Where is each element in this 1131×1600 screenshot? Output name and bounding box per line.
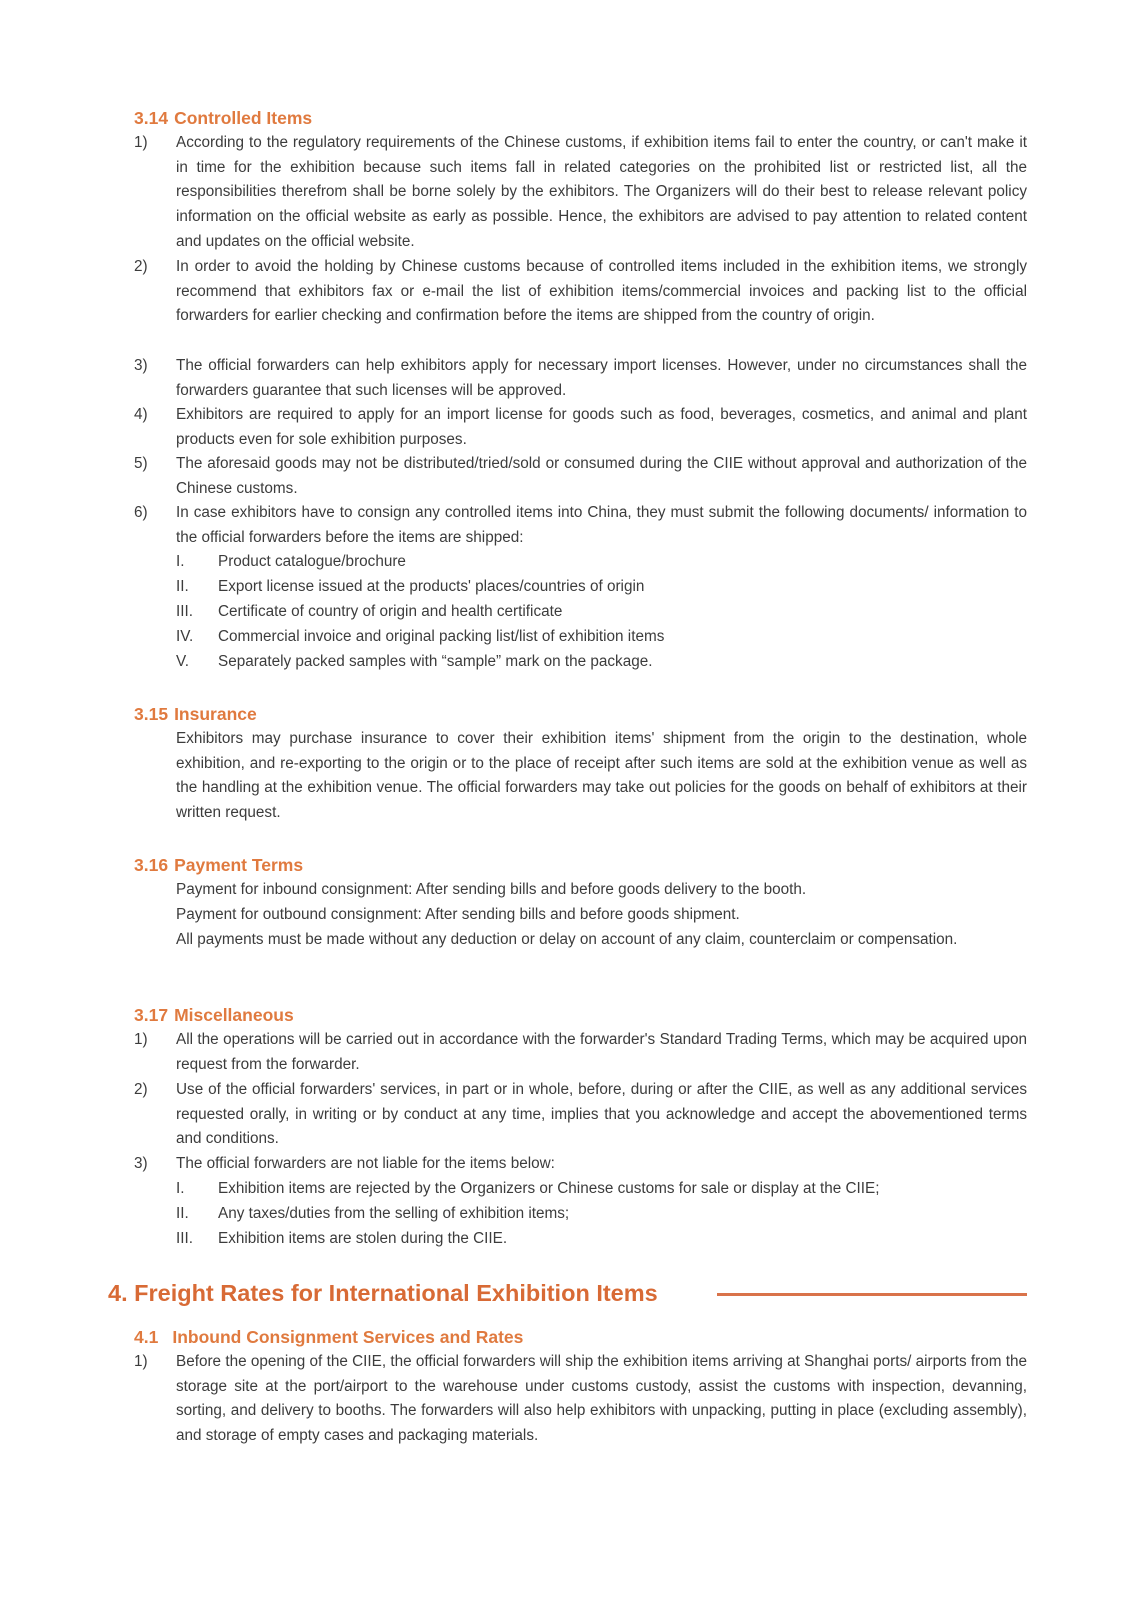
list-item: [134, 354, 1027, 403]
section-heading-4: 4. Freight Rates for International Exhibition Items: [108, 1280, 658, 1306]
heading-3-17: [134, 1003, 294, 1027]
heading-title: Inbound Consignment Services and Rates: [172, 1327, 524, 1347]
sub-list-item: [176, 1177, 1027, 1202]
heading-3-16: [134, 853, 303, 877]
heading-title: Miscellaneous: [174, 1005, 294, 1025]
heading-rule: [717, 1293, 1027, 1296]
list-marker: 1): [134, 1031, 148, 1048]
list-marker: 6): [134, 504, 148, 521]
sub-list-item: [176, 1202, 1027, 1227]
sub-list-text: Certificate of country of origin and health certificate: [218, 603, 563, 620]
list-item-text: Use of the official forwarders' services, in part or in whole, before, during or after the CIIE, as well as any additional services requested orally, in writing or by conduct at any time, implies that you acknowledge and accept the abovementioned terms and conditions.: [176, 1081, 1027, 1148]
heading-number: 3.14: [134, 108, 169, 128]
sub-list-item: [176, 575, 1027, 600]
heading-title: Controlled Items: [174, 108, 313, 128]
heading-4-1: [134, 1325, 523, 1349]
list-item: [134, 1152, 1027, 1177]
sub-list-marker: II.: [176, 578, 189, 595]
list-marker: 2): [134, 258, 148, 275]
list-item: [134, 452, 1027, 501]
list-item-text: Exhibitors are required to apply for an import license for goods such as food, beverages, cosmetics, and animal and plant products even for sole exhibition purposes.: [176, 406, 1027, 448]
payment-line: Payment for outbound consignment: After sending bills and before goods shipment.: [176, 906, 740, 923]
list-marker: 3): [134, 357, 148, 374]
heading-title: Insurance: [174, 704, 257, 724]
heading-title: Payment Terms: [174, 855, 304, 875]
sub-list-marker: IV.: [176, 628, 194, 645]
list-item: [134, 1028, 1027, 1077]
list-marker: 5): [134, 455, 148, 472]
sub-list-marker: I.: [176, 1180, 185, 1197]
insurance-paragraph: Exhibitors may purchase insurance to cover their exhibition items' shipment from the origin to the destination, whole exhibition, and re-exporting to the origin or to the place of receipt after such items are sold at the exhibition venue as well as the handling at the exhibition venue. The official forwarders may take out policies for the goods on behalf of exhibitors at their written request.: [176, 730, 1027, 822]
heading-number: 3.17: [134, 1005, 169, 1025]
heading-number: 3.16: [134, 855, 169, 875]
sub-list-marker: V.: [176, 653, 190, 670]
sub-list-text: Exhibition items are rejected by the Organizers or Chinese customs for sale or display at the CIIE;: [218, 1180, 880, 1197]
list-item-text: In order to avoid the holding by Chinese customs because of controlled items included in the exhibition items, we strongly recommend that exhibitors fax or e-mail the list of exhibition items/commercial invoices and packing list to the official forwarders for earlier checking and confirmation before the items are shipped from the country of origin.: [176, 258, 1027, 325]
sub-list-item: [176, 600, 1027, 625]
list-item: [134, 131, 1027, 255]
list-item-text: The official forwarders can help exhibitors apply for necessary import licenses. However, under no circumstances shall the forwarders guarantee that such licenses will be approved.: [176, 357, 1027, 399]
list-item: [134, 403, 1027, 452]
heading-3-15: [134, 702, 257, 726]
sub-list-marker: I.: [176, 553, 185, 570]
list-item-text: The official forwarders are not liable for the items below:: [176, 1155, 555, 1172]
payment-line: Payment for inbound consignment: After sending bills and before goods delivery to the booth.: [176, 881, 807, 898]
sub-list-marker: III.: [176, 603, 193, 620]
list-marker: 2): [134, 1081, 148, 1098]
list-marker: 1): [134, 1353, 148, 1370]
sub-list-item: [176, 650, 1027, 675]
list-item-text: All the operations will be carried out in accordance with the forwarder's Standard Trading Terms, which may be acquired upon request from the forwarder.: [176, 1031, 1027, 1073]
sub-list-text: Product catalogue/brochure: [218, 553, 406, 570]
heading-number: 4.1: [134, 1327, 159, 1347]
list-item-text: In case exhibitors have to consign any controlled items into China, they must submit the following documents/ information to the official forwarders before the items are shipped:: [176, 504, 1027, 546]
list-item: [134, 1350, 1027, 1449]
list-marker: 4): [134, 406, 148, 423]
list-item: [134, 501, 1027, 550]
heading-3-14: [134, 106, 312, 130]
sub-list-item: [176, 550, 1027, 575]
sub-list-text: Separately packed samples with “sample” mark on the package.: [218, 653, 653, 670]
list-item-text: The aforesaid goods may not be distributed/tried/sold or consumed during the CIIE without approval and authorization of the Chinese customs.: [176, 455, 1027, 497]
sub-list-item: [176, 1227, 1027, 1252]
sub-list-text: Commercial invoice and original packing list/list of exhibition items: [218, 628, 665, 645]
list-item-text: Before the opening of the CIIE, the official forwarders will ship the exhibition items arriving at Shanghai ports/ airports from the storage site at the port/airport to the warehouse under customs custody, assist the customs with inspection, devanning, sorting, and delivery to booths. The forwarders will also help exhibitors with unpacking, putting in place (excluding assembly), and storage of empty cases and packaging materials.: [176, 1353, 1027, 1445]
sub-list-item: [176, 625, 1027, 650]
sub-list-text: Export license issued at the products' places/countries of origin: [218, 578, 645, 595]
sub-list-marker: II.: [176, 1205, 189, 1222]
heading-number: 3.15: [134, 704, 169, 724]
list-item-text: According to the regulatory requirements of the Chinese customs, if exhibition items fail to enter the country, or can't make it in time for the exhibition because such items fall in related categories on the prohibited list or restricted list, all the responsibilities therefrom shall be borne solely by the exhibitors. The Organizers will do their best to release relevant policy information on the official website as early as possible. Hence, the exhibitors are advised to pay attention to related content and updates on the official website.: [176, 134, 1027, 250]
list-item: [134, 1078, 1027, 1152]
list-marker: 1): [134, 134, 148, 151]
sub-list-marker: III.: [176, 1230, 193, 1247]
list-marker: 3): [134, 1155, 148, 1172]
sub-list-text: Exhibition items are stolen during the CIIE.: [218, 1230, 508, 1247]
payment-line: All payments must be made without any deduction or delay on account of any claim, counterclaim or compensation.: [176, 931, 958, 948]
list-item: [134, 255, 1027, 329]
sub-list-text: Any taxes/duties from the selling of exhibition items;: [218, 1205, 570, 1222]
